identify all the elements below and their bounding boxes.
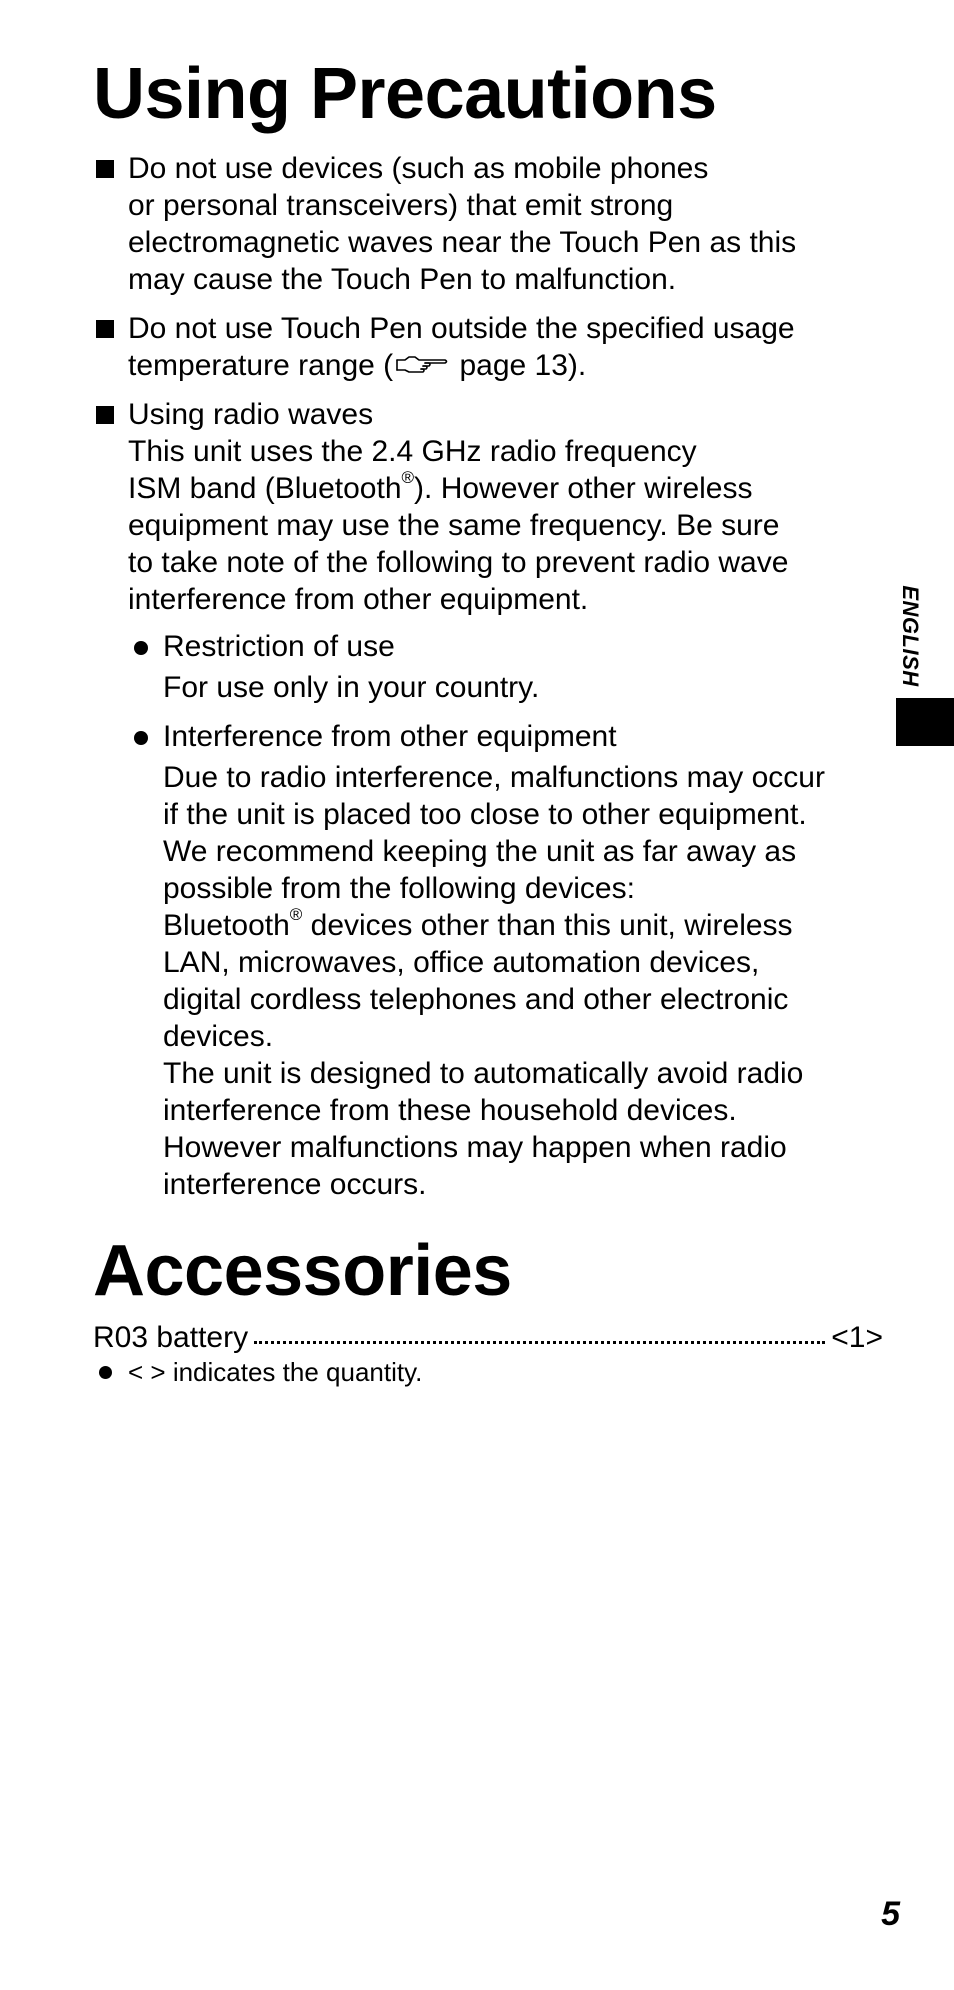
language-tab-label: ENGLISH [898, 585, 923, 687]
radio-waves-line-2-after: ). However other wireless [414, 472, 753, 505]
accessory-name: R03 battery [93, 1321, 249, 1354]
subitem-text: For use only in your country. [163, 671, 540, 704]
round-bullet-icon [134, 731, 148, 745]
radio-waves-line-2-before: ISM band (Bluetooth [128, 472, 402, 505]
language-tab [888, 585, 932, 687]
precaution-item-radio-waves [93, 396, 883, 1203]
precaution-text-before: Do not use Touch Pen outside the specified usage temperature range ( [128, 312, 795, 382]
page-content [93, 52, 883, 1388]
radio-waves-rest: equipment may use the same frequency. Be sure to take note of the following to prevent radio wave interference from other equipment. [128, 509, 789, 616]
subitem-text-before: Due to radio interference, malfunctions may occur if the unit is placed too close to other equipment. We recommend keeping the unit as far away as possible from the following devices: Bluetooth [163, 761, 825, 942]
square-bullet-icon [96, 160, 114, 178]
page-number: 5 [881, 1895, 900, 1933]
subitem-restriction-of-use [128, 628, 883, 706]
subitem-heading: Interference from other equipment [163, 720, 617, 753]
accessories-section [93, 1229, 883, 1388]
subitem-text-after: devices other than this unit, wireless LAN, microwaves, office automation devices, digital cordless telephones and other electronic devices. The unit is designed to automatically avoid radio interference from these household devices. However malfunctions may happen when radio interference occurs. [163, 909, 804, 1201]
radio-waves-line-1: This unit uses the 2.4 GHz radio frequency [128, 435, 697, 468]
square-bullet-icon [96, 406, 114, 424]
accessories-title: Accessories [93, 1231, 512, 1311]
precaution-item-electromagnetic [93, 150, 883, 298]
precautions-list [93, 150, 883, 1203]
language-tab-marker [896, 698, 954, 746]
radio-waves-heading: Using radio waves [128, 398, 374, 431]
dot-leader [254, 1341, 825, 1344]
accessory-row [93, 1319, 883, 1356]
precaution-item-temperature [93, 310, 883, 384]
subitem-text [163, 759, 883, 1203]
radio-waves-line-2 [128, 470, 883, 507]
registered-mark: ® [289, 905, 303, 924]
round-bullet-icon [99, 1366, 112, 1379]
quantity-note-text: < > indicates the quantity. [128, 1357, 423, 1387]
square-bullet-icon [96, 320, 114, 338]
pointing-hand-icon [395, 352, 449, 378]
precautions-title: Using Precautions [93, 54, 717, 134]
precautions-section [93, 52, 883, 1203]
radio-waves-subitems [128, 628, 883, 1203]
subitem-heading: Restriction of use [163, 630, 395, 663]
quantity-note [93, 1356, 883, 1388]
accessory-quantity: <1> [831, 1321, 883, 1354]
precaution-text: Do not use devices (such as mobile phones or personal transceivers) that emit strong electromagnetic waves near the Touch Pen as this may cause the Touch Pen to malfunction. [128, 152, 797, 296]
registered-mark: ® [401, 468, 415, 487]
round-bullet-icon [134, 641, 148, 655]
precaution-text-after: page 13). [451, 349, 587, 382]
subitem-interference [128, 718, 883, 1203]
